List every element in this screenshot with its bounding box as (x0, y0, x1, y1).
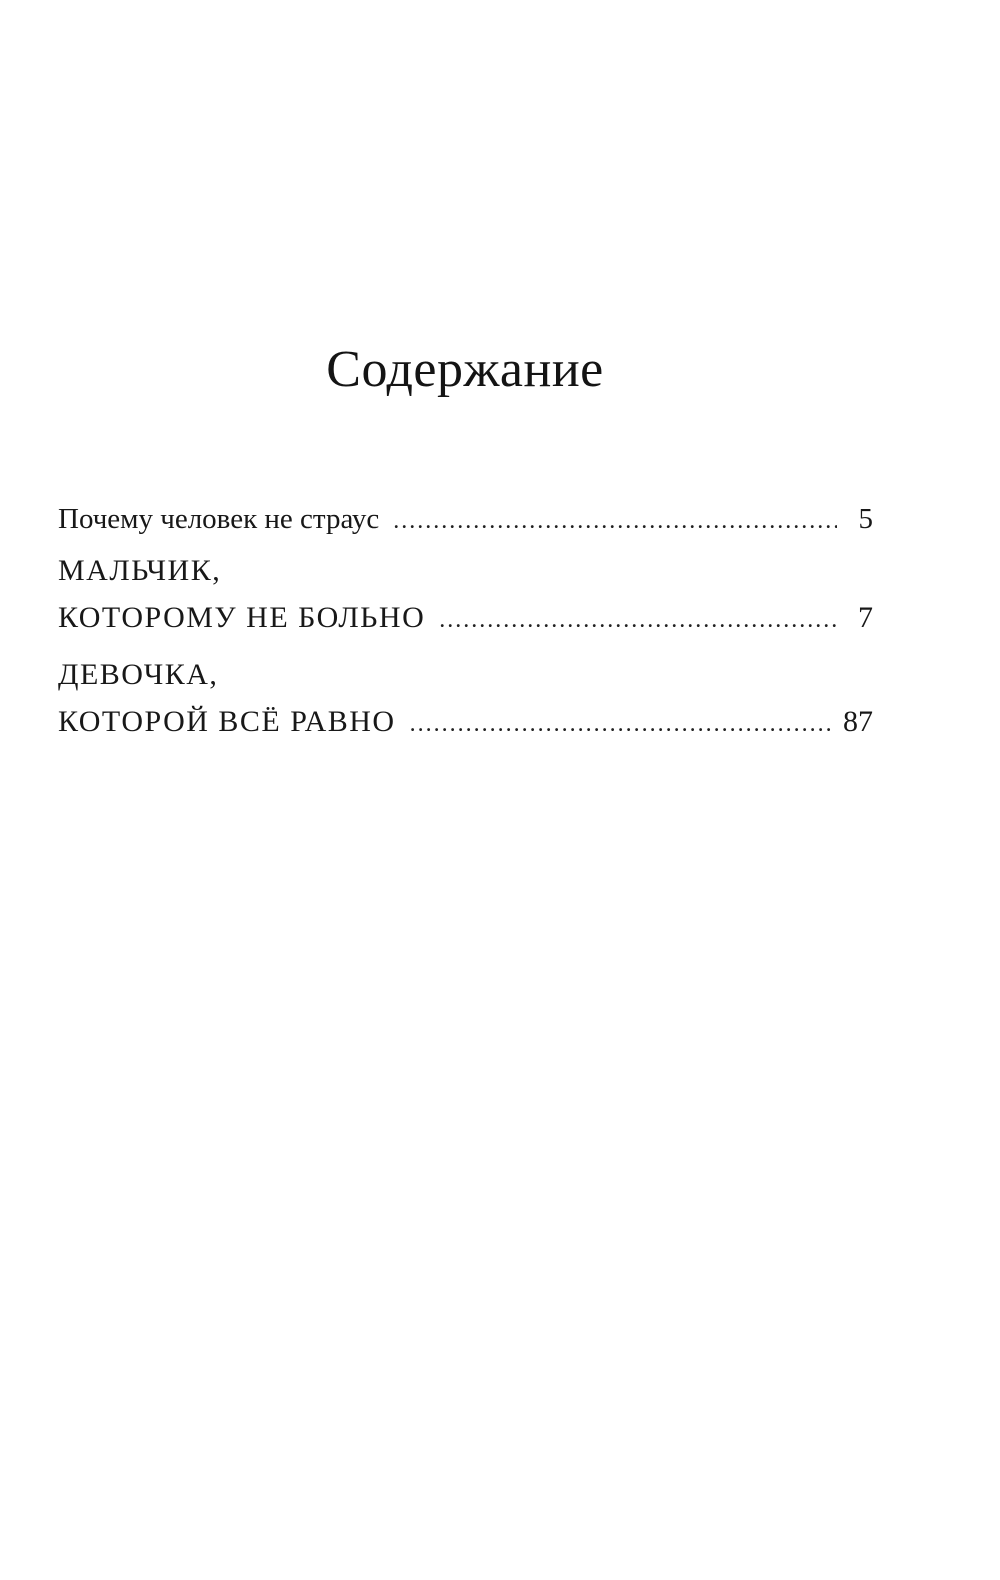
toc-page-number: 7 (858, 601, 873, 634)
toc-entry-title: МАЛЬЧИК, (58, 554, 222, 587)
toc-entry-title-continued: КОТОРОМУ НЕ БОЛЬНО (58, 601, 426, 634)
toc-entry-title: ДЕВОЧКА, (58, 658, 219, 691)
toc-entry-line (58, 698, 873, 748)
toc-entry-title-continued: КОТОРОЙ ВСЁ РАВНО (58, 705, 396, 738)
dot-leader (393, 498, 837, 545)
toc-entry (58, 547, 873, 644)
toc-entry-line (58, 594, 873, 644)
toc-entry-line (58, 547, 873, 594)
toc-entry-line (58, 496, 873, 545)
table-of-contents (58, 496, 873, 748)
toc-entry (58, 651, 873, 748)
page-title: Содержание (326, 341, 604, 398)
toc-entry-line (58, 651, 873, 698)
toc-page-number: 87 (843, 705, 873, 738)
toc-entry (58, 496, 873, 545)
dot-leader (439, 597, 837, 644)
dot-leader (410, 701, 833, 748)
toc-entry-title: Почему человек не страус (58, 503, 380, 535)
toc-page-number: 5 (858, 503, 873, 535)
